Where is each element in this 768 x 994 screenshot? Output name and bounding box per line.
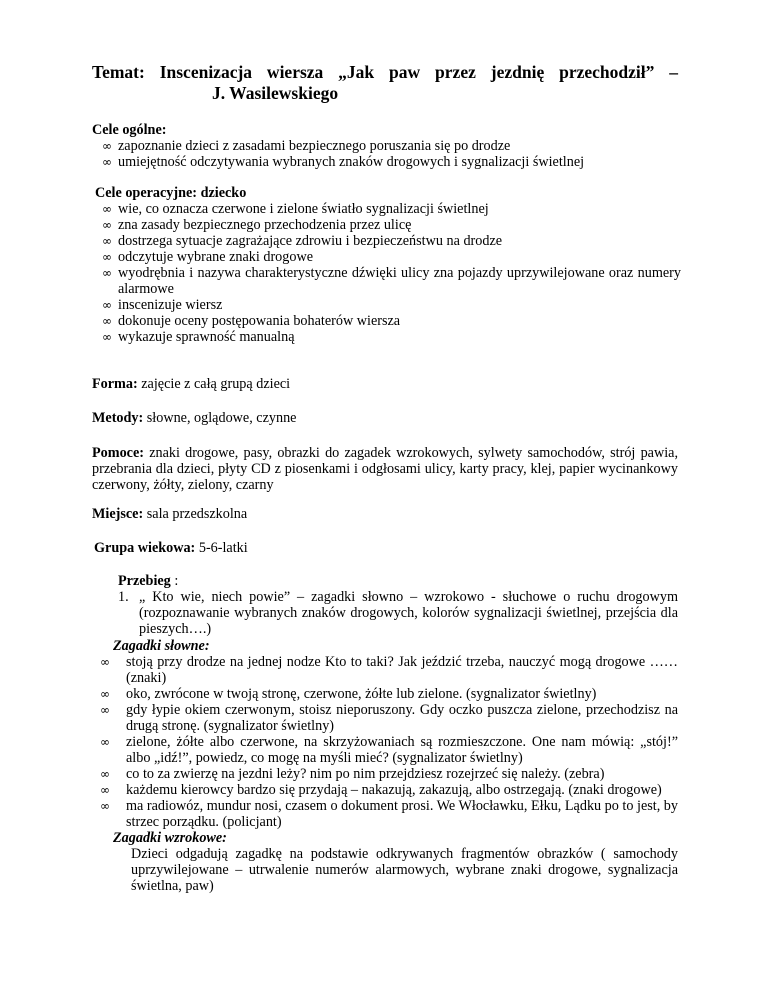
infinity-bullet-icon: ∞ (100, 655, 110, 669)
general-goals-list (92, 138, 678, 170)
infinity-bullet-icon: ∞ (102, 234, 112, 248)
title-line-2: J. Wasilewskiego (212, 83, 339, 103)
page-title (92, 62, 678, 104)
infinity-bullet-icon: ∞ (102, 155, 112, 169)
general-goals-section (92, 122, 678, 170)
riddles-section (100, 638, 678, 894)
step-text: „ Kto wie, niech powie” – zagadki słowno – wzrokowo - słuchowe o ruchu drogowym (rozpoznawanie wybranych znaków drogowych, kolorów sygnalizacji świetlnej, przejścia dla pieszych….) (139, 589, 678, 637)
methods-line (92, 410, 678, 426)
list-item: ∞ zapoznanie dzieci z zasadami bezpiecznego poruszania się po drodze (102, 138, 511, 154)
visual-riddles-label: Zagadki wzrokowe: (113, 830, 227, 846)
list-item: ∞ wykazuje sprawność manualną (102, 329, 295, 345)
list-item: ∞ co to za zwierzę na jezdni leży? nim po nim przejdziesz rozejrzeć się należy. (zebra) (100, 766, 605, 782)
course-heading: Przebieg : (118, 573, 179, 589)
infinity-bullet-icon: ∞ (100, 799, 110, 813)
list-item: ∞ wyodrębnia i nazywa charakterystyczne dźwięki ulicy zna pojazdy uprzywilejowane oraz numery alarmowe (102, 265, 681, 297)
infinity-bullet-icon: ∞ (100, 703, 110, 717)
operational-goals-label: Cele operacyjne: dziecko (95, 185, 247, 201)
list-item: ∞ umiejętność odczytywania wybranych znaków drogowych i sygnalizacji świetlnej (102, 154, 585, 170)
list-item: ∞ dokonuje oceny postępowania bohaterów wiersza (102, 313, 401, 329)
list-item: ∞ odczytuje wybrane znaki drogowe (102, 249, 314, 265)
age-group-label: Grupa wiekowa: (94, 540, 196, 556)
infinity-bullet-icon: ∞ (100, 767, 110, 781)
list-item: ∞ zielone, żółte albo czerwone, na skrzyżowaniach są rozmieszczone. One nam mówią: „stój!” albo „idź!”, powiedz, co mogę na myśli mieć? (sygnalizator świetlny) (100, 734, 678, 766)
operational-goals-list (92, 201, 681, 345)
list-item: ∞ gdy łypie okiem czerwonym, stoisz nieporuszony. Gdy oczko puszcza zielone, przechodzisz na drugą stronę. (sygnalizator świetlny) (100, 702, 678, 734)
age-group-line (94, 540, 680, 556)
form-line (92, 376, 678, 392)
course-section (118, 573, 678, 637)
visual-riddles-text: Dzieci odgadują zagadkę na podstawie odkrywanych fragmentów obrazków ( samochody uprzywilejowane – utrwalenie numerów alarmowych, wybrane znaki drogowe, sygnalizacja świetlna, paw) (131, 846, 678, 894)
course-step-1 (118, 589, 678, 637)
list-item: ∞ oko, zwrócone w twoją stronę, czerwone, żółte lub zielone. (sygnalizator świetlny) (100, 686, 597, 702)
general-goals-label: Cele ogólne: (92, 122, 167, 138)
infinity-bullet-icon: ∞ (102, 250, 112, 264)
form-value: zajęcie z całą grupą dzieci (137, 376, 291, 392)
infinity-bullet-icon: ∞ (102, 218, 112, 232)
list-item: ∞ stoją przy drodze na jednej nodze Kto to taki? Jak jeździć trzeba, nauczyć mogą drogowe ……(znaki) (100, 654, 678, 686)
methods-label: Metody: (92, 410, 144, 426)
infinity-bullet-icon: ∞ (102, 202, 112, 216)
infinity-bullet-icon: ∞ (102, 298, 112, 312)
aids-label: Pomoce: (92, 445, 144, 461)
list-item: ∞ każdemu kierowcy bardzo się przydają – nakazują, zakazują, albo ostrzegają. (znaki drogowe) (100, 782, 662, 798)
infinity-bullet-icon: ∞ (100, 735, 110, 749)
infinity-bullet-icon: ∞ (102, 330, 112, 344)
age-group-value: 5-6-latki (195, 540, 248, 556)
infinity-bullet-icon: ∞ (102, 139, 112, 153)
infinity-bullet-icon: ∞ (100, 783, 110, 797)
place-value: sala przedszkolna (143, 506, 248, 522)
list-item: ∞ dostrzega sytuacje zagrażające zdrowiu i bezpieczeństwu na drodze (102, 233, 503, 249)
methods-value: słowne, oglądowe, czynne (143, 410, 297, 426)
operational-goals-section (95, 185, 681, 345)
list-item: ∞ inscenizuje wiersz (102, 297, 223, 313)
aids-paragraph (92, 445, 678, 493)
course-label: Przebieg (118, 573, 171, 589)
step-number: 1. (118, 589, 129, 605)
place-label: Miejsce: (92, 506, 144, 522)
verbal-riddles-label: Zagadki słowne: (113, 638, 210, 654)
form-label: Forma: (92, 376, 138, 392)
infinity-bullet-icon: ∞ (100, 687, 110, 701)
verbal-riddles-list (100, 654, 678, 830)
infinity-bullet-icon: ∞ (102, 266, 112, 280)
aids-value: znaki drogowe, pasy, obrazki do zagadek wzrokowych, sylwety samochodów, strój pawia, przebrania dla dzieci, płyty CD z piosenkami i odgłosami ulicy, karty pracy, klej, papier wycinankowy czerwony, żółty, zielony, czarny (92, 445, 678, 493)
list-item: ∞ ma radiowóz, mundur nosi, czasem o dokument prosi. We Włocławku, Ełku, Lądku po to jest, by strzec porządku. (policjant) (100, 798, 678, 830)
list-item: ∞ wie, co oznacza czerwone i zielone światło sygnalizacji świetlnej (102, 201, 489, 217)
list-item: ∞ zna zasady bezpiecznego przechodzenia przez ulicę (102, 217, 412, 233)
title-line-1: Temat: Inscenizacja wiersza „Jak paw przez jezdnię przechodził” – (92, 62, 678, 82)
place-line (92, 506, 678, 522)
infinity-bullet-icon: ∞ (102, 314, 112, 328)
